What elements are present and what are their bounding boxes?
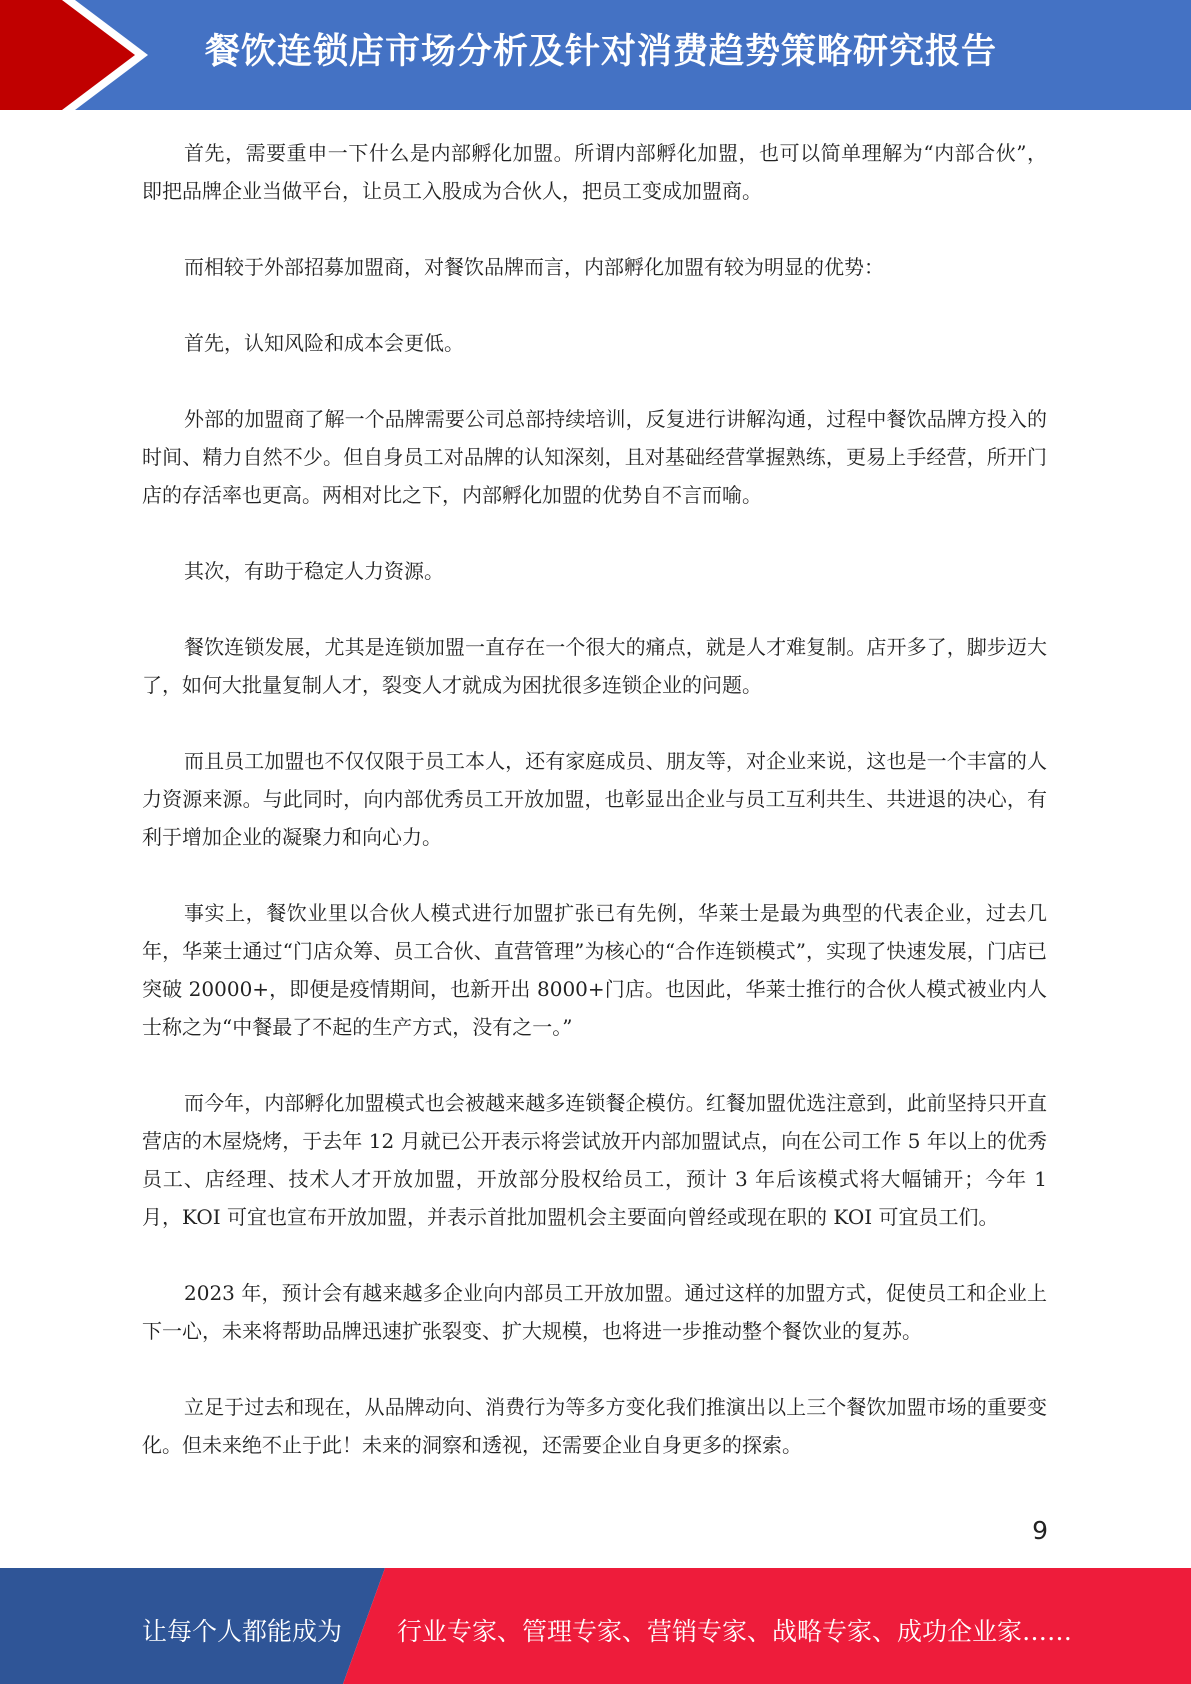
paragraph: 事实上，餐饮业里以合伙人模式进行加盟扩张已有先例，华莱士是最为典型的代表企业，过去几年，华莱士通过“门店众筹、员工合伙、直营管理”为核心的“合作连锁模式”，实现了快速发展，门店已突破 20000+，即便是疫情期间，也新开出 8000+门店。也因此，华莱士推行的合伙人模式被业内人士称之为“中餐最了不起的生产方式，没有之一。”: [142, 901, 1047, 1039]
paragraph: 而相较于外部招募加盟商，对餐饮品牌而言，内部孵化加盟有较为明显的优势：: [184, 255, 884, 279]
paragraph: 首先，认知风险和成本会更低。: [184, 331, 464, 355]
report-title: 餐饮连锁店市场分析及针对消费趋势策略研究报告: [205, 32, 998, 72]
paragraph: 立足于过去和现在，从品牌动向、消费行为等多方变化我们推演出以上三个餐饮加盟市场的重要变化。但未来绝不止于此！未来的洞察和透视，还需要企业自身更多的探索。: [142, 1395, 1047, 1457]
article-body: [142, 134, 1047, 1502]
paragraph: 2023 年，预计会有越来越多企业向内部员工开放加盟。通过这样的加盟方式，促使员工和企业上下一心，未来将帮助品牌迅速扩张裂变、扩大规模，也将进一步推动整个餐饮业的复苏。: [142, 1281, 1047, 1343]
paragraph: 外部的加盟商了解一个品牌需要公司总部持续培训，反复进行讲解沟通，过程中餐饮品牌方投入的时间、精力自然不少。但自身员工对品牌的认知深刻，且对基础经营掌握熟练，更易上手经营，所开门店的存活率也更高。两相对比之下，内部孵化加盟的优势自不言而喻。: [142, 407, 1047, 507]
page-number: 9: [1032, 1516, 1048, 1545]
page-header: [0, 0, 1191, 110]
page-footer: [0, 1568, 1191, 1684]
red-chevron-decoration: [0, 0, 160, 110]
paragraph: 餐饮连锁发展，尤其是连锁加盟一直存在一个很大的痛点，就是人才难复制。店开多了，脚步迈大了，如何大批量复制人才，裂变人才就成为困扰很多连锁企业的问题。: [142, 635, 1047, 697]
paragraph: 而且员工加盟也不仅仅限于员工本人，还有家庭成员、朋友等，对企业来说，这也是一个丰富的人力资源来源。与此同时，向内部优秀员工开放加盟，也彰显出企业与员工互利共生、共进退的决心，有利于增加企业的凝聚力和向心力。: [142, 749, 1047, 849]
paragraph: 首先，需要重申一下什么是内部孵化加盟。所谓内部孵化加盟，也可以简单理解为“内部合伙”， 即把品牌企业当做平台，让员工入股成为合伙人，把员工变成加盟商。: [142, 141, 1047, 203]
paragraph: 而今年，内部孵化加盟模式也会被越来越多连锁餐企模仿。红餐加盟优选注意到，此前坚持只开直营店的木屋烧烤，于去年 12 月就已公开表示将尝试放开内部加盟试点，向在公司工作 5 年以上的优秀员工、店经理、技术人才开放加盟，开放部分股权给员工，预计 3 年后该模式将大幅铺开；今年 1 月，KOI 可宜也宣布开放加盟，并表示首批加盟机会主要面向曾经或现在职的 KOI 可宜员工们。: [142, 1091, 1047, 1229]
footer-slogan-right: 行业专家、管理专家、营销专家、战略专家、成功企业家……: [397, 1617, 1073, 1646]
footer-slogan-left: 让每个人都能成为: [142, 1617, 343, 1646]
paragraph: 其次，有助于稳定人力资源。: [184, 559, 444, 583]
